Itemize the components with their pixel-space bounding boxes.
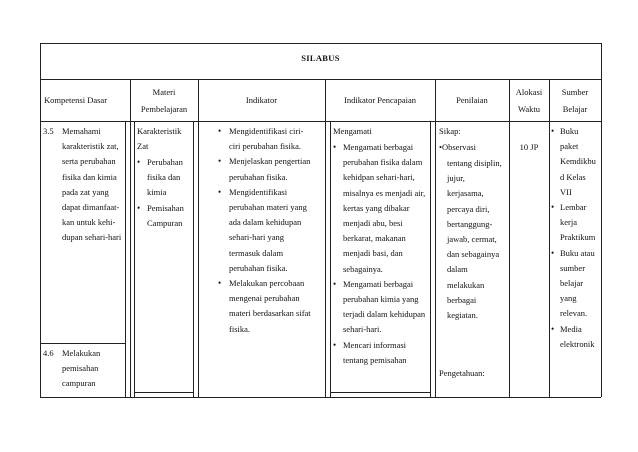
materi-intro: Karakteristik Zat — [137, 126, 182, 152]
kd1-text: Memahami karakteristik zat, serta perubahan fisika dan kimia pada zat yang dapat dimanfaat- kan untuk kehi- dupan sehari-hari — [62, 126, 122, 243]
col-sep-pencapaian — [325, 80, 326, 397]
header-kompetensi-dasar: Kompetensi Dasar — [44, 95, 108, 105]
indikator-list — [218, 124, 311, 337]
header-penilaian: Penilaian — [456, 95, 488, 105]
penilaian-pengetahuan-label: Pengetahuan: — [439, 368, 485, 378]
list-item: • Mengidentifikasi ciri- ciri perubahan fisika. — [218, 124, 311, 154]
header-alokasi-waktu: Alokasi Waktu — [515, 87, 543, 114]
header-sumber-belajar: Sumber Belajar — [561, 87, 589, 114]
list-item: • Perubahan fisika dan kimia — [137, 155, 184, 201]
kd-cell-right-border — [125, 122, 126, 397]
syllabus-title: SILABUS — [301, 53, 340, 63]
list-item: • Melakukan percobaan mengenai perubahan materi berdasarkan sifat fisika. — [218, 276, 311, 337]
list-item: • Mengamati berbagai perubahan kimia yang terjadi dalam kehidupan sehari-hari. — [333, 277, 425, 338]
col-sep-materi — [130, 80, 131, 397]
col-sep-indikator — [198, 80, 199, 397]
sumber-list — [551, 124, 596, 352]
penilaian-sikap-label: Sikap: — [439, 126, 461, 136]
kd2-text: Melakukan pemisahan campuran — [62, 348, 101, 389]
pencapaian-intro: Mengamati — [333, 126, 372, 136]
col-sep-sumber — [549, 80, 550, 397]
list-item: • Buku atau sumber belajar yang relevan. — [551, 246, 596, 322]
col-sep-penilaian — [435, 80, 436, 397]
materi-cell-bottom-border — [134, 392, 193, 393]
list-item: • Menjelaskan pengertian perubahan fisika. — [218, 154, 311, 184]
pencapaian-cell-left-border — [330, 122, 331, 397]
pencapaian-list — [333, 140, 425, 368]
col-sep-alokasi — [509, 80, 510, 397]
materi-list — [137, 155, 184, 231]
alokasi-value: 10 JP — [519, 142, 539, 152]
list-item: • Mengamati berbagai perubahan fisika dalam kehidpan sehari-hari, misalnya es menjadi air, kertas yang dibakar menjadi abu, besi berkarat, makanan menjadi basi, dan sebagainya. — [333, 140, 425, 277]
header-materi: Materi Pembelajaran — [140, 87, 188, 114]
kd1-number: 3.5 — [43, 126, 54, 136]
title-row-bottom-border — [40, 79, 601, 80]
list-item: • Mengidentifikasi perubahan materi yang ada dalam kehidupan sehari-hari yang termasuk dalam perubahan fisika. — [218, 185, 311, 276]
list-item: • Mencari informasi tentang pemisahan — [333, 338, 425, 368]
table-bottom-border — [40, 397, 601, 398]
materi-cell-right-border — [193, 122, 194, 397]
pencapaian-cell-bottom-border — [330, 392, 430, 393]
header-indikator-pencapaian: Indikator Pencapaian — [344, 95, 416, 105]
table-right-border — [601, 43, 602, 397]
list-item: • Pemisahan Campuran — [137, 201, 184, 231]
list-item: • Media elektronik — [551, 322, 596, 352]
bullet-icon: • — [439, 142, 442, 152]
kd2-number: 4.6 — [43, 348, 54, 358]
penilaian-sikap-text: tentang disiplin, jujur, kerjasama, percaya diri, bertanggung- jawab, cermat, dan sebagainya dalam melakukan berbagai kegiatan. — [447, 158, 502, 321]
penilaian-sikap-item: •Observasi — [439, 142, 476, 152]
kd-split-border — [40, 343, 125, 344]
list-item: • Lembar kerja Praktikum — [551, 200, 596, 246]
pencapaian-cell-right-border — [430, 122, 431, 397]
table-top-border — [40, 43, 601, 44]
list-item: • Buku paket Kemdikbu d Kelas VII — [551, 124, 596, 200]
header-indikator: Indikator — [245, 95, 278, 105]
materi-cell-left-border — [134, 122, 135, 397]
